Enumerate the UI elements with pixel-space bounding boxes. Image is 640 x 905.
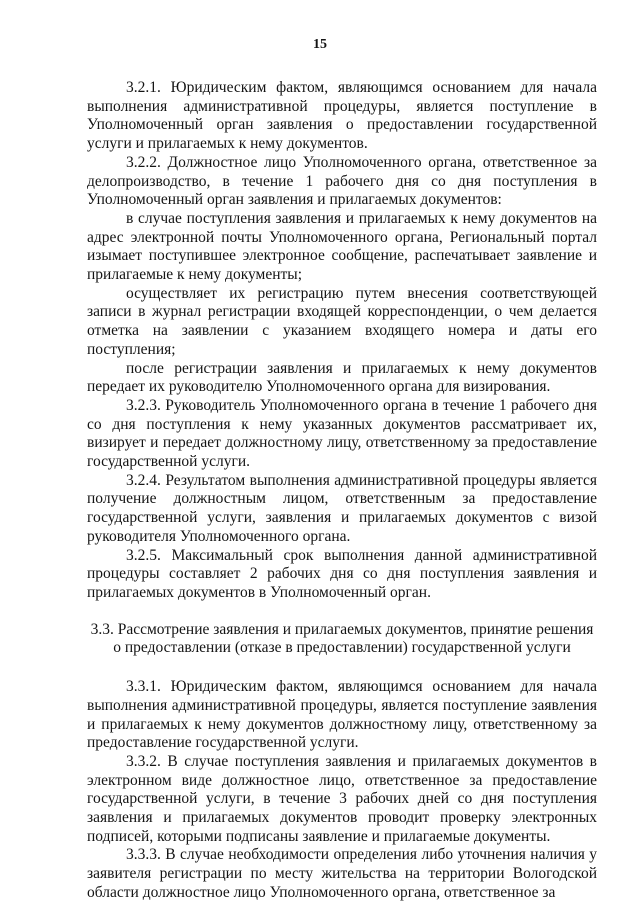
paragraph-3-2-2: 3.2.2. Должностное лицо Уполномоченного органа, ответственное за делопроизводство, в течение 1 рабочего дня со дня поступления в Уполномоченный орган заявления и прилагаемых документов: (87, 153, 597, 209)
page-number: 15 (313, 37, 327, 52)
section-heading-3-3: 3.3. Рассмотрение заявления и прилагаемых документов, принятие решения о предоставлении (отказе в предоставлении) государственной услуги (90, 620, 594, 657)
paragraph-3-2-2-item-registration: осуществляет их регистрацию путем внесения соответствующей записи в журнал регистрации входящей корреспонденции, о чем делается отметка на заявлении с указанием входящего номера и даты его поступления; (87, 284, 597, 358)
paragraph-3-3-3: 3.3.3. В случае необходимости определения либо уточнения наличия у заявителя регистрации по месту жительства на территории Вологодской области должностное лицо Уполномоченного органа, ответственное за (87, 846, 597, 901)
paragraph-3-3-2: 3.3.2. В случае поступления заявления и прилагаемых документов в электронном виде должностное лицо, ответственное за предоставление государственной услуги, в течение 3 рабочих дней со дня поступления заявления и прилагаемых документов проводит проверку электронных подписей, которыми подписаны заявление и прилагаемые документы. (87, 752, 597, 845)
paragraph-3-2-3: 3.2.3. Руководитель Уполномоченного органа в течение 1 рабочего дня со дня поступления к нему указанных документов рассматривает их, визирует и передает должностному лицу, ответственному за предоставление государственной услуги. (87, 396, 597, 471)
document-body (87, 79, 597, 903)
paragraph-3-2-4: 3.2.4. Результатом выполнения административной процедуры является получение должностным лицом, ответственным за предоставление государственной услуги, заявления и прилагаемых документов с визой руководителя Уполномоченного органа. (87, 471, 597, 545)
paragraph-3-2-1: 3.2.1. Юридическим фактом, являющимся основанием для начала выполнения административной процедуры, является поступление в Уполномоченный орган заявления о предоставлении государственной услуги и прилагаемых к нему документов. (87, 79, 597, 153)
paragraph-3-2-2-item-transfer: после регистрации заявления и прилагаемых к нему документов передает их руководителю Уполномоченного органа для визирования. (87, 359, 597, 396)
paragraph-3-2-2-item-email: в случае поступления заявления и прилагаемых к нему документов на адрес электронной почты Уполномоченного органа, Региональный портал изымает поступившее электронное сообщение, распечатывает заявление и прилагаемые к нему документы; (87, 209, 597, 284)
paragraph-3-2-5: 3.2.5. Максимальный срок выполнения данной административной процедуры составляет 2 рабочих дня со дня поступления заявления и прилагаемых документов в Уполномоченный орган. (87, 546, 597, 601)
paragraph-3-3-1: 3.3.1. Юридическим фактом, являющимся основанием для начала выполнения административной процедуры, является поступление заявления и прилагаемых к нему документов должностному лицу, ответственному за предоставление государственной услуги. (87, 678, 597, 752)
